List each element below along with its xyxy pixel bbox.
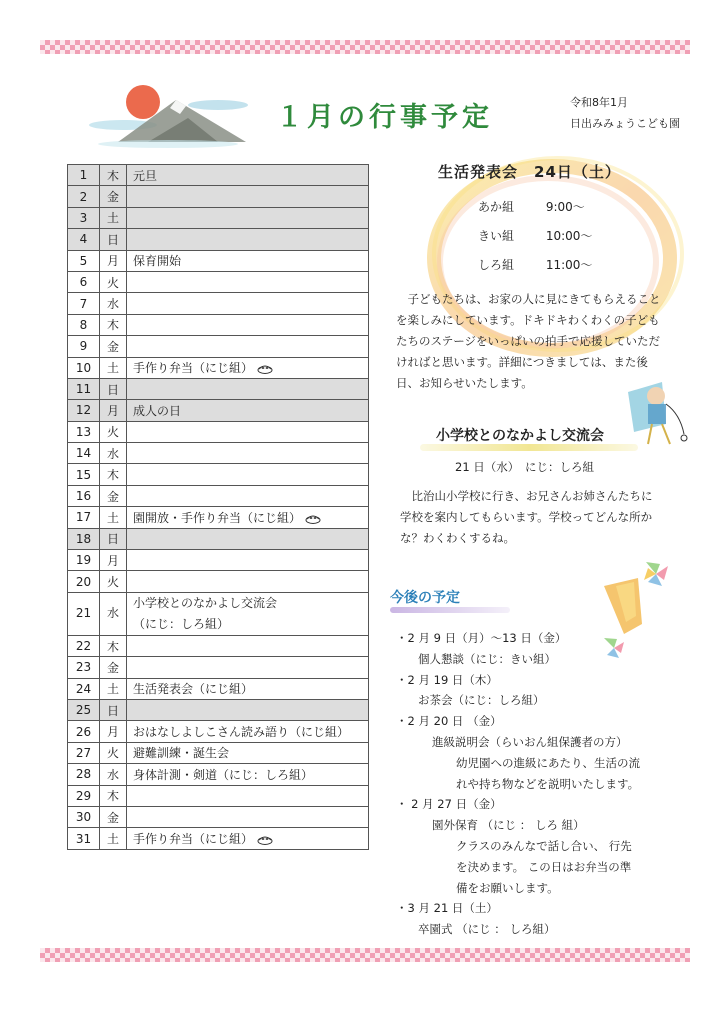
calendar-day: 29 — [68, 785, 100, 806]
calendar-event-cell — [127, 507, 369, 528]
calendar-weekday: 火 — [100, 421, 127, 442]
bento-icon — [305, 512, 321, 524]
calendar-day: 17 — [68, 507, 100, 528]
calendar-row — [68, 357, 369, 378]
calendar-weekday: 火 — [100, 742, 127, 763]
calendar-event-cell — [127, 378, 369, 399]
future-schedule-line: を決めます。 この日はお弁当の準 — [456, 859, 632, 874]
calendar-weekday: 木 — [100, 464, 127, 485]
future-schedule-line: 幼児園への進級にあたり、生活の流 — [456, 755, 640, 770]
calendar-row — [68, 699, 369, 720]
calendar-day: 5 — [68, 250, 100, 271]
exchange-description: 比治山小学校に行き、お兄さんお姉さんたちに学校を案内してもらいます。学校ってどんな所かな？わくわくするね。 — [400, 489, 653, 545]
calendar-day: 8 — [68, 314, 100, 335]
checkered-border-top — [40, 40, 690, 54]
calendar-weekday: 木 — [100, 165, 127, 186]
calendar-row — [68, 336, 369, 357]
calendar-row — [68, 678, 369, 699]
calendar-event: 小学校とのなかよし交流会 — [133, 595, 278, 610]
calendar-day: 16 — [68, 485, 100, 506]
calendar-day: 24 — [68, 678, 100, 699]
calendar-weekday: 月 — [100, 400, 127, 421]
future-schedule-line: 個人懇談（にじ：きい組） — [418, 651, 556, 666]
calendar-weekday: 月 — [100, 550, 127, 571]
calendar-row — [68, 186, 369, 207]
calendar-event-cell — [127, 443, 369, 464]
calendar-day: 26 — [68, 721, 100, 742]
calendar-event: 避難訓練・誕生会 — [133, 746, 230, 761]
calendar-day: 4 — [68, 229, 100, 250]
calendar-row — [68, 657, 369, 678]
time-group: きい組 — [478, 229, 515, 243]
bento-icon — [257, 362, 273, 374]
calendar-row — [68, 571, 369, 592]
calendar-weekday: 金 — [100, 657, 127, 678]
calendar-row — [68, 443, 369, 464]
calendar-event-cell — [127, 229, 369, 250]
calendar-event-cell — [127, 528, 369, 549]
calendar-weekday: 土 — [100, 678, 127, 699]
future-schedule-line: 園外保育 （にじ ： しろ 組） — [432, 818, 585, 833]
future-schedule-list — [396, 628, 696, 940]
calendar-row — [68, 764, 369, 785]
calendar-weekday: 火 — [100, 571, 127, 592]
calendar-weekday: 木 — [100, 635, 127, 656]
time-row — [478, 256, 592, 285]
calendar-row — [68, 721, 369, 742]
calendar-day: 19 — [68, 550, 100, 571]
calendar-weekday: 水 — [100, 293, 127, 314]
calendar-day: 25 — [68, 699, 100, 720]
calendar-event-cell — [127, 657, 369, 678]
calendar-weekday: 金 — [100, 336, 127, 357]
calendar-weekday: 木 — [100, 314, 127, 335]
time-group: しろ組 — [478, 258, 515, 272]
calendar-event: 園開放・手作り弁当（にじ組） — [133, 510, 302, 525]
calendar-day: 23 — [68, 657, 100, 678]
time-value: 9:00～ — [545, 200, 585, 214]
calendar-weekday: 金 — [100, 485, 127, 506]
calendar-event-cell — [127, 699, 369, 720]
calendar-event-cell — [127, 293, 369, 314]
calendar-event-cell — [127, 678, 369, 699]
calendar-weekday: 日 — [100, 229, 127, 250]
calendar-day: 28 — [68, 764, 100, 785]
calendar-table — [67, 164, 369, 850]
calendar-row — [68, 507, 369, 528]
calendar-weekday: 水 — [100, 764, 127, 785]
issue-date: 令和8年1月 — [570, 96, 628, 109]
calendar-event-cell — [127, 806, 369, 827]
calendar-day: 2 — [68, 186, 100, 207]
calendar-day: 7 — [68, 293, 100, 314]
calendar-event-cell — [127, 550, 369, 571]
calendar-row — [68, 464, 369, 485]
calendar-row — [68, 806, 369, 827]
future-schedule-line: 備をお願いします。 — [456, 880, 559, 895]
future-schedule-line: クラスのみんなで話し合い、 行先 — [456, 838, 632, 853]
calendar-row — [68, 785, 369, 806]
calendar-day: 18 — [68, 528, 100, 549]
calendar-event-cell — [127, 464, 369, 485]
time-row — [478, 198, 592, 227]
calendar-day: 13 — [68, 421, 100, 442]
calendar-weekday: 水 — [100, 592, 127, 635]
calendar-weekday: 月 — [100, 250, 127, 271]
calendar-weekday: 日 — [100, 699, 127, 720]
calendar-row — [68, 528, 369, 549]
header-info — [570, 92, 680, 134]
calendar-event: 手作り弁当（にじ組） — [133, 361, 254, 376]
calendar-row — [68, 165, 369, 186]
calendar-event-cell — [127, 250, 369, 271]
calendar-row — [68, 229, 369, 250]
calendar-day: 27 — [68, 742, 100, 763]
calendar-weekday: 土 — [100, 828, 127, 849]
calendar-weekday: 土 — [100, 507, 127, 528]
calendar-day: 6 — [68, 271, 100, 292]
calendar-event-detail: （にじ：しろ組） — [133, 616, 230, 631]
calendar-row — [68, 400, 369, 421]
future-schedule-title: 今後の予定 — [390, 590, 460, 606]
checkered-border-bottom — [40, 948, 690, 962]
calendar-weekday: 水 — [100, 443, 127, 464]
calendar-day: 21 — [68, 592, 100, 635]
calendar-event-cell — [127, 485, 369, 506]
calendar-event-cell — [127, 165, 369, 186]
calendar-event-cell — [127, 571, 369, 592]
calendar-weekday: 金 — [100, 186, 127, 207]
calendar-weekday: 日 — [100, 378, 127, 399]
bento-icon — [257, 833, 273, 845]
festival-description: 子どもたちは、お家の人に見にきてもらえることを楽しみにしています。ドキドキわくわくの子どもたちのステージをいっぱいの拍手で応援していただければと思います。詳細につきましては、また後日、お知らせいたします。 — [396, 292, 661, 390]
calendar-event-cell — [127, 828, 369, 849]
calendar-event-cell — [127, 357, 369, 378]
time-group: あか組 — [478, 200, 515, 214]
calendar-event-cell — [127, 592, 369, 635]
page-title: １月の行事予定 — [276, 102, 493, 133]
calendar-row — [68, 293, 369, 314]
future-schedule-line: ・2 月 9 日（月）～13 日（金） — [396, 631, 567, 645]
calendar-weekday: 土 — [100, 207, 127, 228]
future-schedule-line: 卒園式 （にじ ： しろ組） — [418, 922, 556, 937]
school-name: 日出みみょうこども園 — [570, 117, 680, 130]
calendar-event-cell — [127, 271, 369, 292]
calendar-event: おはなしよしこさん読み語り（にじ組） — [133, 725, 350, 740]
calendar-row — [68, 742, 369, 763]
calendar-event: 元旦 — [133, 168, 158, 183]
calendar-weekday: 木 — [100, 785, 127, 806]
mountain-sunrise-icon — [88, 80, 253, 152]
calendar-day: 22 — [68, 635, 100, 656]
calendar-row — [68, 314, 369, 335]
calendar-day: 11 — [68, 378, 100, 399]
calendar-weekday: 日 — [100, 528, 127, 549]
festival-times — [478, 198, 592, 285]
calendar-event: 手作り弁当（にじ組） — [133, 832, 254, 847]
calendar-event-cell — [127, 336, 369, 357]
future-schedule-line: 進級説明会（らいおん組保護者の方） — [432, 734, 628, 749]
calendar-event-cell — [127, 742, 369, 763]
future-schedule-line: ・ 2 月 27 日（金） — [396, 797, 502, 812]
calendar-day: 15 — [68, 464, 100, 485]
calendar-weekday: 月 — [100, 721, 127, 742]
calendar-event: 保育開始 — [133, 254, 182, 269]
exchange-date: 21 日（水） にじ：しろ組 — [455, 460, 595, 474]
future-schedule-line: ・3 月 21 日（土） — [396, 901, 498, 916]
calendar-day: 31 — [68, 828, 100, 849]
calendar-event-cell — [127, 207, 369, 228]
calendar-event-cell — [127, 785, 369, 806]
calendar-event-cell — [127, 400, 369, 421]
calendar-row — [68, 592, 369, 635]
calendar-row — [68, 485, 369, 506]
calendar-day: 20 — [68, 571, 100, 592]
calendar-row — [68, 250, 369, 271]
calendar-day: 9 — [68, 336, 100, 357]
calendar-day: 14 — [68, 443, 100, 464]
calendar-weekday: 金 — [100, 806, 127, 827]
calendar-event: 生活発表会（にじ組） — [133, 682, 254, 697]
kite-icon — [622, 374, 692, 452]
calendar-day: 10 — [68, 357, 100, 378]
calendar-day: 12 — [68, 400, 100, 421]
future-schedule-line: れや持ち物などを説明いたします。 — [456, 776, 640, 791]
calendar-event-cell — [127, 764, 369, 785]
calendar-event: 身体計測・剣道（にじ：しろ組） — [133, 767, 314, 782]
future-schedule-line: お茶会（にじ：しろ組） — [418, 693, 545, 708]
calendar-event-cell — [127, 421, 369, 442]
calendar-row — [68, 828, 369, 849]
calendar-day: 1 — [68, 165, 100, 186]
time-row — [478, 227, 592, 256]
calendar-weekday: 火 — [100, 271, 127, 292]
time-value: 11:00～ — [545, 258, 593, 272]
calendar-row — [68, 207, 369, 228]
exchange-title: 小学校とのなかよし交流会 — [436, 428, 604, 444]
calendar-event-cell — [127, 186, 369, 207]
exchange-underline — [420, 444, 638, 451]
calendar-event-cell — [127, 635, 369, 656]
future-underline — [390, 607, 510, 613]
time-value: 10:00～ — [545, 229, 593, 243]
calendar-weekday: 土 — [100, 357, 127, 378]
calendar-row — [68, 378, 369, 399]
calendar-row — [68, 550, 369, 571]
festival-title: 生活発表会 24日（土） — [438, 163, 621, 181]
calendar-day: 30 — [68, 806, 100, 827]
calendar-row — [68, 635, 369, 656]
future-schedule-line: ・2 月 20 日 （金） — [396, 714, 502, 729]
calendar-day: 3 — [68, 207, 100, 228]
calendar-event-cell — [127, 314, 369, 335]
calendar-event: 成人の日 — [133, 403, 182, 418]
calendar-event-cell — [127, 721, 369, 742]
calendar-row — [68, 421, 369, 442]
future-schedule-line: ・2 月 19 日（木） — [396, 672, 498, 687]
calendar-row — [68, 271, 369, 292]
